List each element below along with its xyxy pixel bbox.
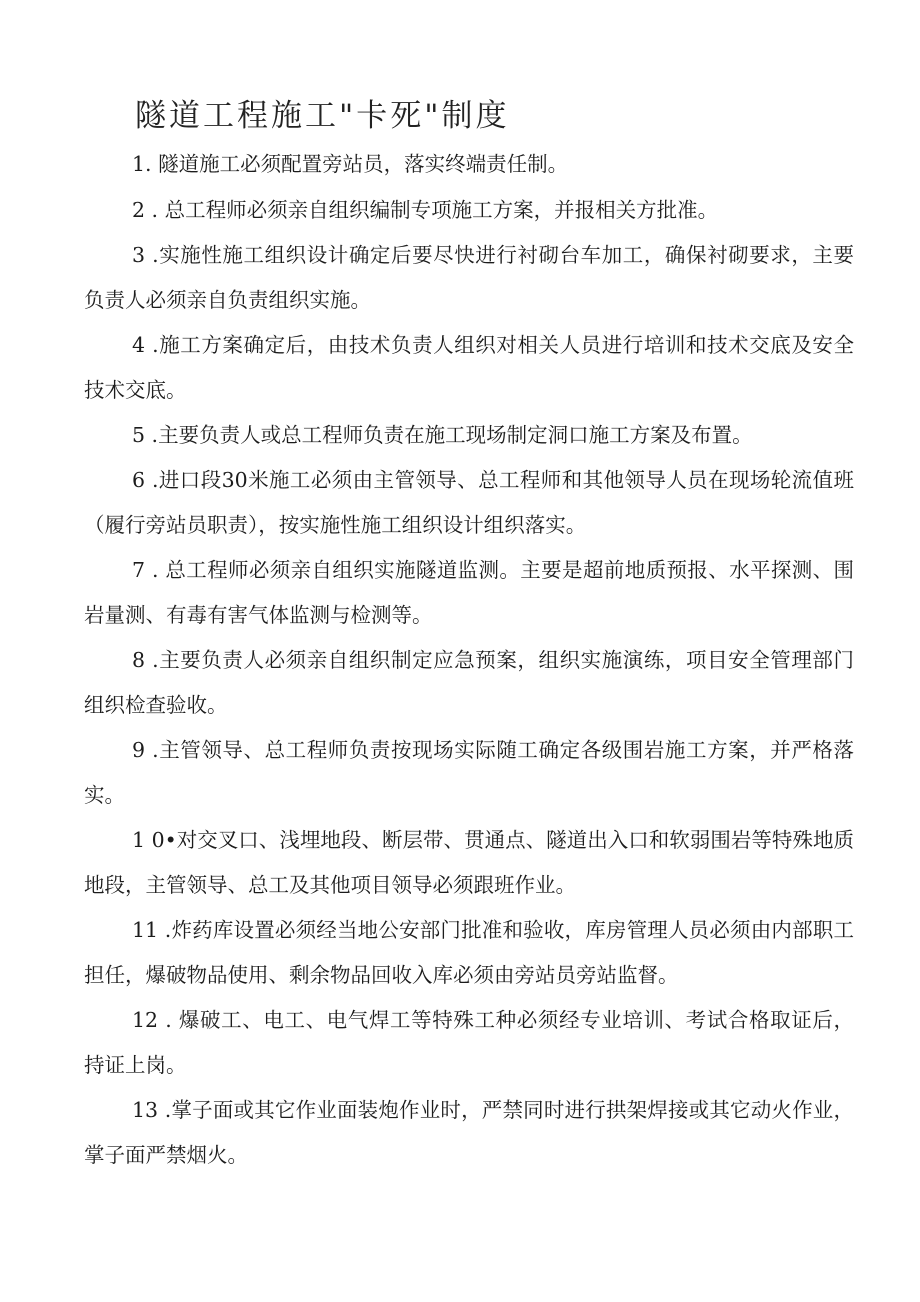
clause-12: 12 . 爆破工、电工、电气焊工等特殊工种必须经专业培训、考试合格取证后，持证上岗。 xyxy=(84,1008,854,1077)
clause-3: 3 .实施性施工组织设计确定后要尽快进行衬砌台车加工，确保衬砌要求，主要负责人必须亲自负责组织实施。 xyxy=(84,243,854,312)
clause-4: 4 .施工方案确定后，由技术负责人组织对相关人员进行培训和技术交底及安全技术交底。 xyxy=(84,333,854,402)
clause-5: 5 .主要负责人或总工程师负责在施工现场制定洞口施工方案及布置。 xyxy=(132,423,753,447)
clause-6: 6 .进口段30米施工必须由主管领导、总工程师和其他领导人员在现场轮流值班（履行旁站员职责），按实施性施工组织设计组织落实。 xyxy=(84,468,854,537)
clause-11: 11 .炸药库设置必须经当地公安部门批准和验收，库房管理人员必须由内部职工担任，爆破物品使用、剩余物品回收入库必须由旁站员旁站监督。 xyxy=(84,918,854,987)
clause-2: 2 . 总工程师必须亲自组织编制专项施工方案，并报相关方批准。 xyxy=(132,198,719,222)
clause-list xyxy=(84,144,854,1178)
clause-9: 9 .主管领导、总工程师负责按现场实际随工确定各级围岩施工方案，并严格落实。 xyxy=(84,738,854,807)
clause-13: 13 .掌子面或其它作业面装炮作业时，严禁同时进行拱架焊接或其它动火作业，掌子面严禁烟火。 xyxy=(84,1098,854,1167)
clause-1: 1. 隧道施工必须配置旁站员，落实终端责任制。 xyxy=(132,152,569,176)
clause-7: 7 . 总工程师必须亲自组织实施隧道监测。主要是超前地质预报、水平探测、围岩量测、有毒有害气体监测与检测等。 xyxy=(84,558,854,627)
clause-8: 8 .主要负责人必须亲自组织制定应急预案，组织实施演练，项目安全管理部门组织检查验收。 xyxy=(84,648,854,717)
clause-10: 1 0•对交叉口、浅埋地段、断层带、贯通点、隧道出入口和软弱围岩等特殊地质地段，主管领导、总工及其他项目领导必须跟班作业。 xyxy=(84,828,854,897)
document-title: 隧道工程施工"卡死"制度 xyxy=(135,98,510,134)
